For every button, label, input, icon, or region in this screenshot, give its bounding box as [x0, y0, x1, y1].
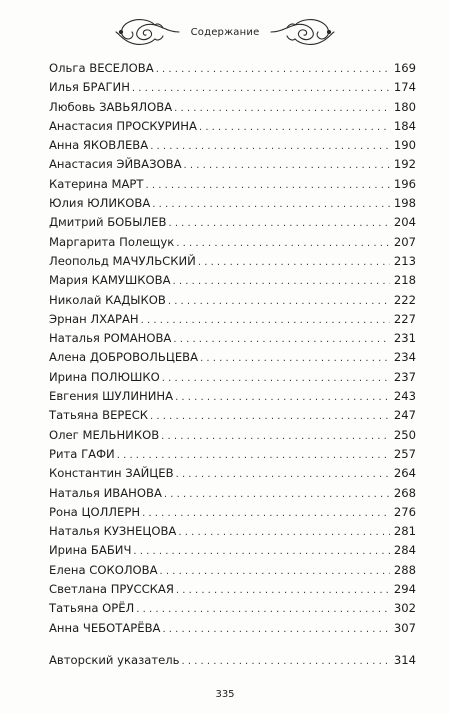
toc-entry-page: 276 — [393, 504, 416, 519]
toc-entry-page: 284 — [393, 543, 416, 558]
toc-entry — [49, 78, 416, 97]
toc-entry — [49, 619, 416, 638]
toc-entry-page: 237 — [393, 369, 416, 384]
toc-entry — [49, 136, 416, 155]
toc-entry — [49, 291, 416, 310]
toc-entry — [49, 329, 416, 348]
dot-leader — [181, 652, 389, 671]
toc-entry — [49, 271, 416, 290]
toc-entry — [49, 426, 416, 445]
dot-leader — [117, 446, 390, 465]
toc-entry-author: Наталья ИВАНОВА — [49, 485, 162, 500]
table-of-contents — [49, 59, 416, 638]
toc-entry — [49, 252, 416, 271]
toc-entry-author: Анастасия ПРОСКУРИНА — [49, 118, 197, 133]
dot-leader — [152, 195, 390, 214]
toc-entry-page: 307 — [393, 620, 416, 635]
toc-entry-page: 281 — [393, 524, 416, 539]
toc-entry-page: 302 — [393, 601, 416, 616]
toc-entry-page: 204 — [393, 215, 416, 230]
toc-entry-author: Ирина БАБИЧ — [49, 543, 132, 558]
toc-entry-author: Дмитрий БОБЫЛЕВ — [49, 215, 167, 230]
toc-entry-page: 213 — [393, 253, 416, 268]
dot-leader — [200, 349, 390, 368]
toc-entry-page: 294 — [393, 582, 416, 597]
toc-entry-page: 231 — [393, 331, 416, 346]
dot-leader — [162, 369, 390, 388]
dot-leader — [198, 253, 390, 272]
author-index-entry — [49, 651, 416, 670]
toc-entry-page: 218 — [393, 273, 416, 288]
dot-leader — [199, 118, 390, 137]
toc-entry-author: Рона ЦОЛЛЕРН — [49, 504, 141, 519]
dot-leader — [176, 465, 390, 484]
toc-entry-author: Ирина ПОЛЮШКО — [49, 369, 160, 384]
toc-entry — [49, 194, 416, 213]
dot-leader — [176, 581, 390, 600]
toc-entry-author: Константин ЗАЙЦЕВ — [49, 466, 174, 481]
toc-entry — [49, 117, 416, 136]
toc-entry — [49, 541, 416, 560]
toc-entry-page: 250 — [393, 427, 416, 442]
toc-entry — [49, 561, 416, 580]
toc-entry — [49, 233, 416, 252]
toc-entry-page: 184 — [393, 118, 416, 133]
toc-entry-author: Анна ЧЕБОТАРЁВА — [49, 620, 161, 635]
toc-entry — [49, 522, 416, 541]
toc-entry-page: 227 — [393, 311, 416, 326]
dot-leader — [173, 272, 390, 291]
toc-entry-author: Татьяна ВЕРЕСК — [49, 408, 149, 423]
dot-leader — [150, 137, 390, 156]
toc-entry-author: Наталья КУЗНЕЦОВА — [49, 524, 177, 539]
flourish-ornament-icon — [269, 14, 337, 50]
toc-entry-page: 196 — [393, 176, 416, 191]
page-number: 335 — [215, 689, 235, 700]
toc-entry-author: Николай КАДЫКОВ — [49, 292, 166, 307]
toc-entry — [49, 484, 416, 503]
toc-entry-author: Юлия ЮЛИКОВА — [49, 196, 151, 211]
dot-leader — [161, 427, 390, 446]
toc-entry-page: 288 — [393, 562, 416, 577]
author-index-label: Авторский указатель — [49, 653, 180, 667]
toc-entry-page: 198 — [393, 196, 416, 211]
dot-leader — [160, 562, 390, 581]
dot-leader — [168, 214, 389, 233]
dot-leader — [162, 620, 389, 639]
toc-entry-page: 180 — [393, 99, 416, 114]
toc-entry-page: 264 — [393, 466, 416, 481]
flourish-ornament-icon — [113, 14, 181, 50]
dot-leader — [184, 156, 390, 175]
toc-entry-author: Катерина МАРТ — [49, 176, 144, 191]
toc-entry-page: 190 — [393, 138, 416, 153]
dot-leader — [156, 60, 390, 79]
dot-leader — [146, 176, 390, 195]
toc-entry — [49, 155, 416, 174]
dot-leader — [173, 330, 389, 349]
toc-entry-author: Анна ЯКОВЛЕВА — [49, 138, 149, 153]
toc-entry-author: Олег МЕЛЬНИКОВ — [49, 427, 160, 442]
toc-entry-author: Наталья РОМАНОВА — [49, 331, 172, 346]
toc-entry-author: Илья БРАГИН — [49, 80, 130, 95]
toc-entry — [49, 368, 416, 387]
toc-entry-author: Маргарита Полещук — [49, 234, 175, 249]
dot-leader — [150, 407, 390, 426]
toc-entry — [49, 98, 416, 117]
toc-entry-page: 192 — [393, 157, 416, 172]
toc-entry-author: Рита ГАФИ — [49, 446, 115, 461]
toc-entry-author: Татьяна ОРЁЛ — [49, 601, 135, 616]
toc-entry — [49, 406, 416, 425]
toc-entry — [49, 445, 416, 464]
dot-leader — [175, 388, 390, 407]
toc-entry-page: 257 — [393, 446, 416, 461]
toc-entry-page: 268 — [393, 485, 416, 500]
toc-entry — [49, 580, 416, 599]
toc-entry-page: 222 — [393, 292, 416, 307]
toc-entry-page: 207 — [393, 234, 416, 249]
dot-leader — [164, 485, 390, 504]
author-index-page: 314 — [393, 653, 416, 667]
toc-entry-author: Любовь ЗАВЬЯЛОВА — [49, 99, 173, 114]
toc-entry-page: 174 — [393, 80, 416, 95]
toc-entry — [49, 464, 416, 483]
toc-entry — [49, 387, 416, 406]
dot-leader — [168, 292, 390, 311]
toc-entry — [49, 348, 416, 367]
toc-entry-author: Светлана ПРУССКАЯ — [49, 582, 174, 597]
dot-leader — [141, 311, 390, 330]
toc-entry-author: Евгения ШУЛИНИНА — [49, 389, 174, 404]
dot-leader — [136, 600, 390, 619]
toc-entry-author: Мария КАМУШКОВА — [49, 273, 171, 288]
toc-entry — [49, 651, 416, 670]
toc-entry-author: Анастасия ЭЙВАЗОВА — [49, 157, 182, 172]
header-title: Содержание — [190, 26, 260, 38]
dot-leader — [174, 99, 390, 118]
toc-entry-page: 169 — [393, 61, 416, 75]
toc-entry — [49, 175, 416, 194]
running-header — [0, 14, 450, 50]
toc-entry-page: 247 — [393, 408, 416, 423]
dot-leader — [132, 79, 390, 98]
dot-leader — [133, 542, 389, 561]
toc-entry-author: Ольга ВЕСЕЛОВА — [49, 61, 154, 75]
dot-leader — [142, 504, 390, 523]
toc-entry — [49, 213, 416, 232]
dot-leader — [178, 523, 389, 542]
toc-entry-author: Алена ДОБРОВОЛЬЦЕВА — [49, 350, 199, 365]
toc-entry-author: Елена СОКОЛОВА — [49, 562, 158, 577]
toc-entry-author: Леопольд МАЧУЛЬСКИЙ — [49, 253, 196, 268]
toc-entry — [49, 310, 416, 329]
toc-entry — [49, 59, 416, 78]
toc-entry — [49, 503, 416, 522]
toc-entry-page: 234 — [393, 350, 416, 365]
toc-entry-author: Эрнан ЛХАРАН — [49, 311, 139, 326]
toc-entry-page: 243 — [393, 389, 416, 404]
toc-entry — [49, 599, 416, 618]
dot-leader — [176, 234, 390, 253]
